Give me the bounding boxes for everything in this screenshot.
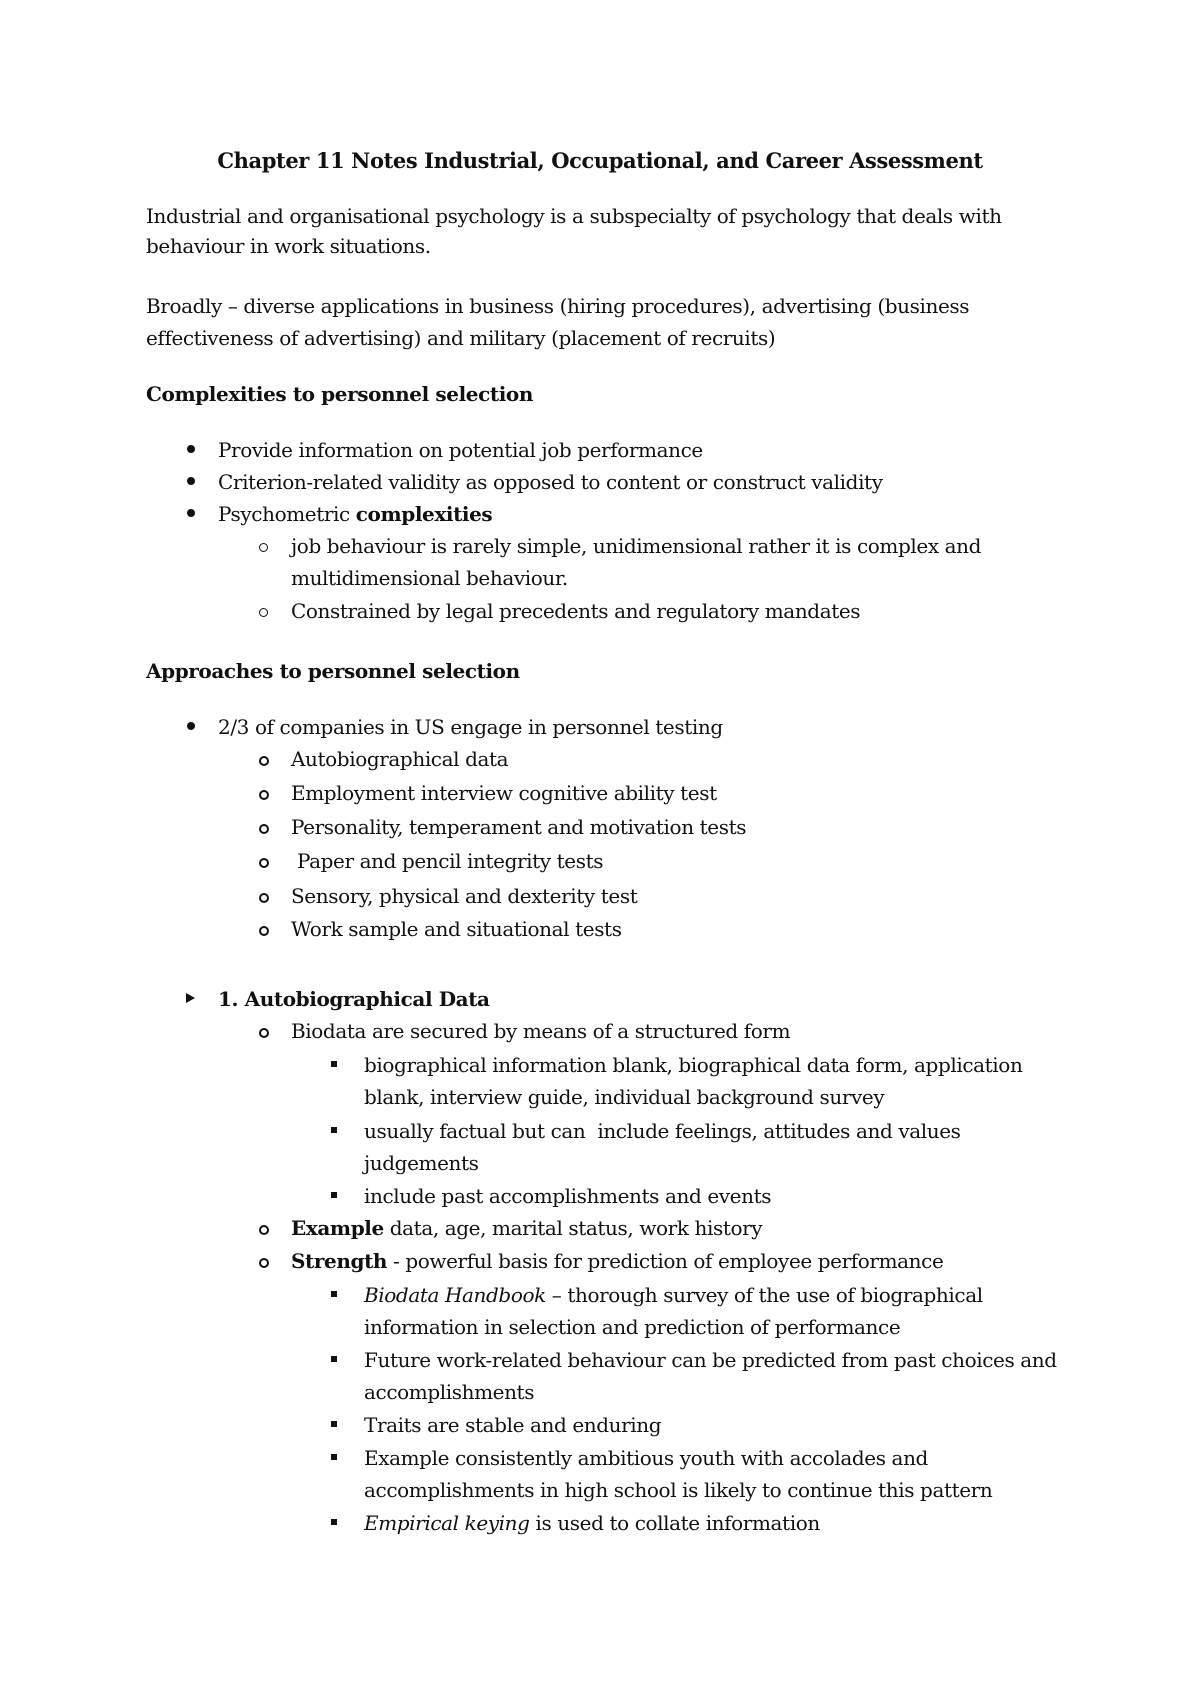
intro-paragraph-line: Industrial and organisational psychology is a subspecialty of psychology that deals with xyxy=(146,204,1002,228)
bullet-circle-icon xyxy=(255,915,273,943)
section-heading-complexities: Complexities to personnel selection xyxy=(146,382,533,406)
bullet-square-icon xyxy=(327,1509,345,1537)
sub-list-item-line: job behaviour is rarely simple, unidimensional rather it is complex and xyxy=(291,534,982,558)
sub-list-item: Personality, temperament and motivation tests xyxy=(291,815,747,839)
bullet-square-icon xyxy=(327,1444,345,1472)
bullet-circle-icon xyxy=(255,1247,273,1275)
strength-label: Strength xyxy=(291,1249,388,1273)
bullet-circle-icon xyxy=(255,532,273,560)
sub-list-item: Employment interview cognitive ability test xyxy=(291,781,717,805)
list-item-psychometric xyxy=(218,500,492,528)
sub-list-item: Sensory, physical and dexterity test xyxy=(291,884,638,908)
sub-sub-list-item-line: accomplishments xyxy=(364,1380,535,1404)
bullet-dot-icon xyxy=(182,436,200,464)
strength-text: - powerful basis for prediction of employee performance xyxy=(387,1249,944,1273)
sub-sub-list-item-line: accomplishments in high school is likely to continue this pattern xyxy=(364,1478,993,1502)
bullet-dot-icon xyxy=(182,713,200,741)
handbook-title: Biodata Handbook xyxy=(364,1283,546,1307)
bullet-circle-icon xyxy=(255,1214,273,1242)
bullet-circle-icon xyxy=(255,597,273,625)
bullet-circle-icon xyxy=(255,813,273,841)
sub-sub-list-item-line: usually factual but can include feelings, attitudes and values xyxy=(364,1119,961,1143)
list-item: 2/3 of companies in US engage in personnel testing xyxy=(218,715,723,739)
sub-sub-list-item-line: information in selection and prediction of performance xyxy=(364,1315,901,1339)
bullet-square-icon xyxy=(327,1281,345,1309)
psychometric-bold: complexities xyxy=(355,502,493,526)
sub-sub-list-item-line xyxy=(364,1281,983,1309)
sub-list-item: Autobiographical data xyxy=(291,747,509,771)
broadly-paragraph-line: effectiveness of advertising) and military (placement of recruits) xyxy=(146,326,776,350)
list-item: Provide information on potential job performance xyxy=(218,438,703,462)
example-text: data, age, marital status, work history xyxy=(383,1216,763,1240)
list-item: Criterion-related validity as opposed to content or construct validity xyxy=(218,470,883,494)
bullet-circle-icon xyxy=(255,882,273,910)
sub-sub-list-item-line: judgements xyxy=(364,1151,479,1175)
sub-list-item-line: multidimensional behaviour. xyxy=(291,566,568,590)
sub-list-item: Biodata are secured by means of a structured form xyxy=(291,1019,791,1043)
empirical-keying-text: is used to collate information xyxy=(529,1511,820,1535)
bullet-circle-icon xyxy=(255,847,273,875)
bullet-arrow-icon xyxy=(182,985,200,1013)
sub-sub-list-item-line: Future work-related behaviour can be predicted from past choices and xyxy=(364,1348,1057,1372)
sub-sub-list-item xyxy=(364,1509,820,1537)
bullet-square-icon xyxy=(327,1411,345,1439)
bullet-square-icon xyxy=(327,1182,345,1210)
sub-list-item: Paper and pencil integrity tests xyxy=(291,849,604,873)
sub-sub-list-item-line: biographical information blank, biographical data form, application xyxy=(364,1053,1023,1077)
sub-sub-list-item: Traits are stable and enduring xyxy=(364,1413,662,1437)
sub-list-item-strength xyxy=(291,1247,943,1275)
bullet-circle-icon xyxy=(255,745,273,773)
sub-sub-list-item-line: blank, interview guide, individual background survey xyxy=(364,1085,885,1109)
section-heading-approaches: Approaches to personnel selection xyxy=(146,659,520,683)
bullet-dot-icon xyxy=(182,500,200,528)
psychometric-prefix: Psychometric xyxy=(218,502,356,526)
intro-paragraph-line: behaviour in work situations. xyxy=(146,234,431,258)
handbook-text: – thorough survey of the use of biographical xyxy=(545,1283,983,1307)
bullet-square-icon xyxy=(327,1346,345,1374)
broadly-paragraph-line: Broadly – diverse applications in business (hiring procedures), advertising (business xyxy=(146,294,970,318)
sub-list-item-example xyxy=(291,1214,762,1242)
page-title: Chapter 11 Notes Industrial, Occupational, and Career Assessment xyxy=(217,148,983,173)
example-label: Example xyxy=(291,1216,384,1240)
bullet-dot-icon xyxy=(182,468,200,496)
sub-sub-list-item: include past accomplishments and events xyxy=(364,1184,772,1208)
sub-list-item: Work sample and situational tests xyxy=(291,917,622,941)
bullet-square-icon xyxy=(327,1117,345,1145)
empirical-keying-term: Empirical keying xyxy=(364,1511,530,1535)
sub-list-item: Constrained by legal precedents and regulatory mandates xyxy=(291,599,861,623)
bullet-circle-icon xyxy=(255,779,273,807)
bullet-square-icon xyxy=(327,1051,345,1079)
bullet-circle-icon xyxy=(255,1017,273,1045)
subsection-heading-biodata: 1. Autobiographical Data xyxy=(218,987,490,1011)
sub-sub-list-item-line: Example consistently ambitious youth with accolades and xyxy=(364,1446,928,1470)
